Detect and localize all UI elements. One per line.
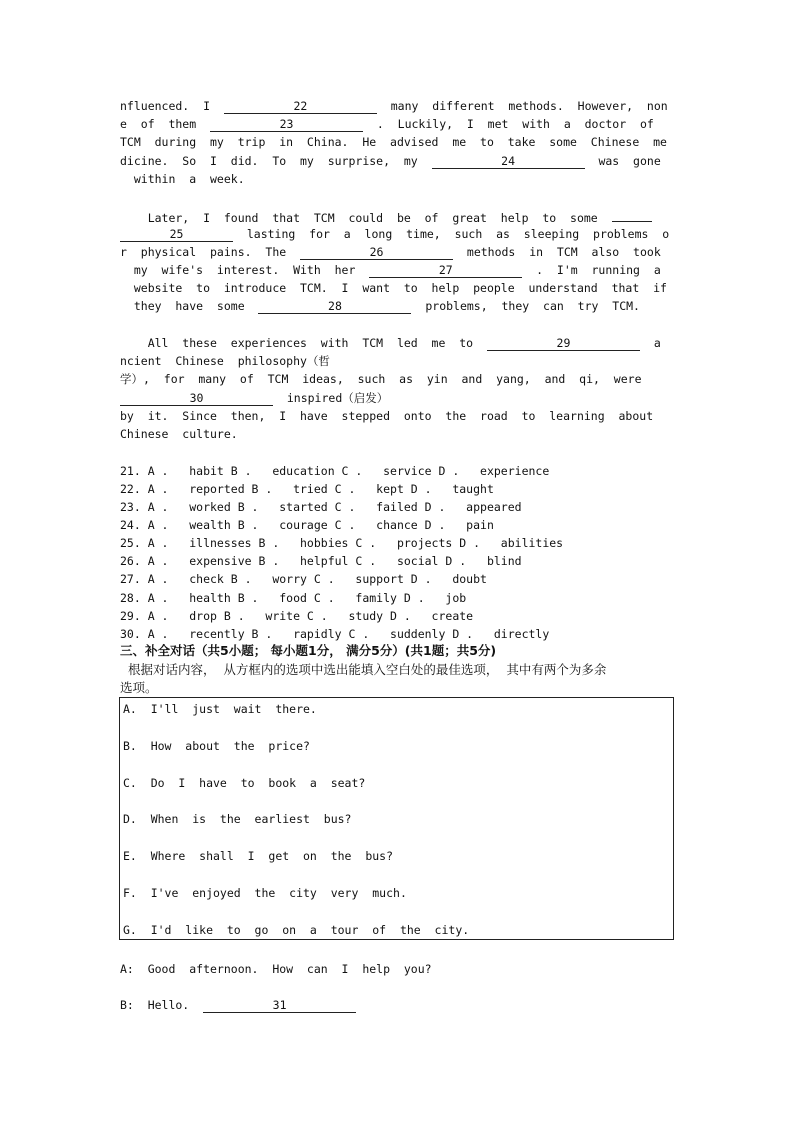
passage-text: （哲 — [306, 354, 330, 368]
passage-line: Chinese culture. — [120, 427, 238, 441]
blank-30: 30 — [120, 391, 273, 406]
passage-text: dicine. So I did. To my surprise, my — [120, 154, 418, 168]
choice-line: 27. A . check B . worry C . support D . doubt — [120, 572, 487, 586]
passage-text: . I'm running a — [536, 263, 661, 277]
blank-25-start — [612, 207, 652, 222]
choice-line: 24. A . wealth B . courage C . chance D . pain — [120, 518, 494, 532]
blank-28: 28 — [258, 299, 411, 314]
section-heading: 三、补全对话（共5小题； 每小题1分， 满分5分）(共1题；共5分) — [120, 643, 497, 658]
dialogue-line — [120, 996, 356, 1014]
choice-line: 25. A . illnesses B . hobbies C . projects D . abilities — [120, 536, 564, 550]
passage-text: nfluenced. I — [120, 99, 211, 113]
passage-line — [120, 261, 661, 279]
choice-line: 21. A . habit B . education C . service D . experience — [120, 464, 550, 478]
blank-22: 22 — [224, 99, 377, 114]
passage-text: , for many of TCM ideas, such as yin and yang, and qi, were — [143, 372, 642, 386]
passage-text: ncient Chinese philosophy — [120, 354, 307, 368]
passage-text: problems, they can try TCM. — [425, 299, 640, 313]
dialogue-text: B: Hello. — [120, 998, 190, 1012]
blank-27: 27 — [369, 263, 522, 278]
passage-text: my wife's interest. With her — [120, 263, 356, 277]
option-item: E. Where shall I get on the bus? — [123, 849, 394, 863]
passage-text: . Luckily, I met with a doctor of — [376, 117, 654, 131]
choice-line: 23. A . worked B . started C . failed D . appeared — [120, 500, 522, 514]
option-item: G. I'd like to go on a tour of the city. — [123, 923, 470, 937]
passage-line — [120, 370, 642, 388]
passage-line — [120, 389, 388, 407]
passage-line: by it. Since then, I have stepped onto the road to learning about — [120, 409, 654, 423]
passage-line — [120, 115, 654, 133]
passage-line — [120, 152, 661, 170]
passage-text: many different methods. However, non — [390, 99, 668, 113]
blank-23: 23 — [210, 117, 363, 132]
passage-text: they have some — [120, 299, 245, 313]
blank-24: 24 — [432, 154, 585, 169]
passage-line — [120, 207, 652, 227]
passage-text: was gone — [598, 154, 661, 168]
blank-26: 26 — [300, 245, 453, 260]
option-item: A. I'll just wait there. — [123, 702, 317, 716]
blank-25: 25 — [120, 227, 233, 242]
option-item: C. Do I have to book a seat? — [123, 776, 366, 790]
option-item: F. I've enjoyed the city very much. — [123, 886, 407, 900]
blank-31: 31 — [203, 998, 356, 1013]
passage-line: within a week. — [120, 172, 245, 186]
passage-text: Later, I found that TCM could be of great help to some — [120, 211, 598, 225]
passage-text: a — [653, 336, 661, 350]
option-item: D. When is the earliest bus? — [123, 812, 352, 826]
passage-text: （启发） — [342, 391, 389, 405]
passage-line — [120, 243, 661, 261]
section-instructions: 根据对话内容， 从方框内的选项中选出能填入空白处的最佳选项， 其中有两个为多余 — [120, 662, 607, 677]
options-box — [119, 697, 674, 940]
passage-text: inspired — [286, 391, 343, 405]
section-instructions: 选项。 — [120, 680, 158, 695]
dialogue-line: A: Good afternoon. How can I help you? — [120, 962, 432, 976]
passage-text: methods in TCM also took — [466, 245, 661, 259]
passage-line — [120, 352, 330, 370]
blank-29: 29 — [487, 336, 640, 351]
passage-text: e of them — [120, 117, 197, 131]
passage-line: website to introduce TCM. I want to help people understand that if — [120, 281, 667, 295]
passage-line — [120, 334, 661, 352]
passage-text: r physical pains. The — [120, 245, 287, 259]
passage-line — [120, 225, 669, 243]
passage-line — [120, 297, 640, 315]
choice-line: 29. A . drop B . write C . study D . create — [120, 609, 474, 623]
choice-line: 30. A . recently B . rapidly C . suddenly D . directly — [120, 627, 550, 641]
passage-line — [120, 97, 668, 115]
choice-line: 28. A . health B . food C . family D . job — [120, 591, 467, 605]
choice-line: 26. A . expensive B . helpful C . social D . blind — [120, 554, 522, 568]
passage-text: lasting for a long time, such as sleeping problems o — [246, 227, 670, 241]
passage-text: All these experiences with TCM led me to — [120, 336, 474, 350]
passage-line: TCM during my trip in China. He advised me to take some Chinese me — [120, 135, 667, 149]
choice-line: 22. A . reported B . tried C . kept D . taught — [120, 482, 494, 496]
option-item: B. How about the price? — [123, 739, 310, 753]
passage-text: 学） — [120, 372, 143, 386]
